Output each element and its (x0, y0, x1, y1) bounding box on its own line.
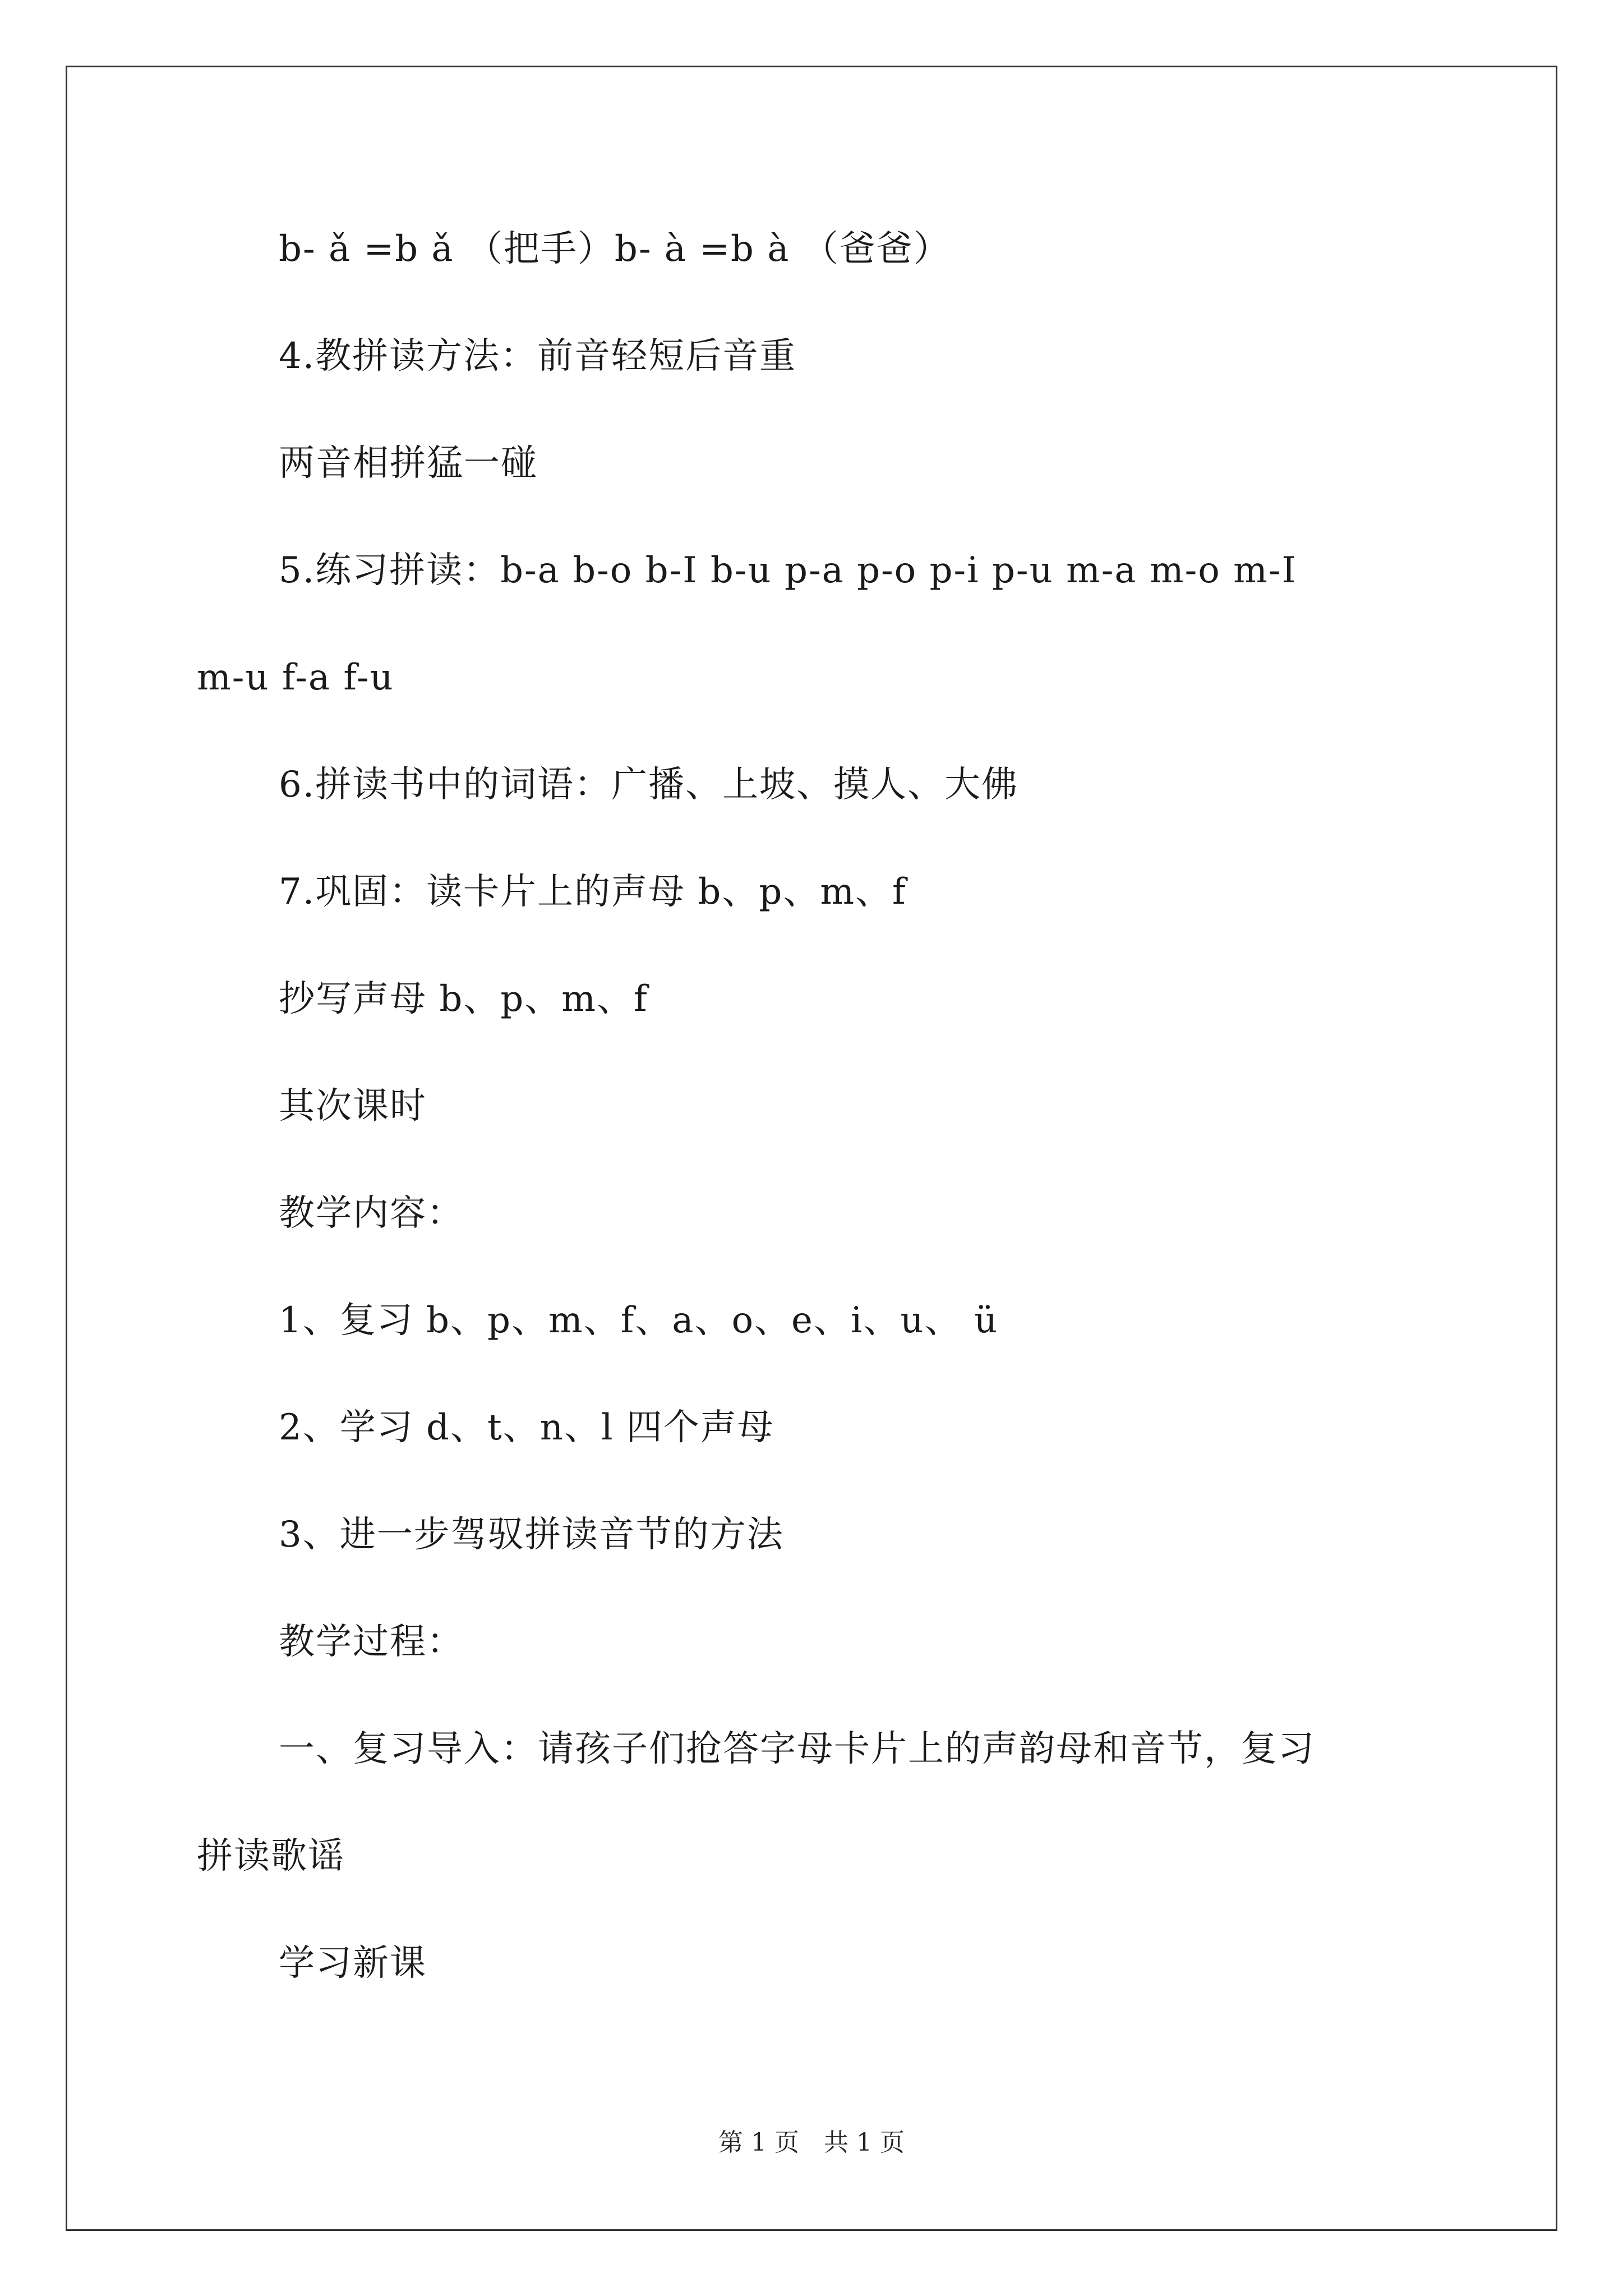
text-line-5: m-u f-a f-u (197, 657, 394, 698)
text-line-6: 6.拼读书中的词语：广播、上坡、摸人、大佛 (279, 764, 1019, 806)
text-line-11: 1、复习 b、p、m、f、a、o、e、i、u、 ü (279, 1300, 999, 1341)
text-line-8: 抄写声母 b、p、m、f (279, 978, 648, 1020)
text-line-3: 两音相拼猛一碰 (279, 443, 538, 484)
text-line-16: 拼读歌谣 (197, 1835, 345, 1877)
text-line-7: 7.巩固：读卡片上的声母 b、p、m、f (279, 871, 907, 913)
text-line-12: 2、学习 d、t、n、l 四个声母 (279, 1407, 774, 1448)
text-line-17: 学习新课 (279, 1943, 427, 1984)
text-line-15: 一、复习导入：请孩子们抢答字母卡片上的声韵母和音节，复习 (279, 1728, 1315, 1770)
text-line-2: 4.教拼读方法：前音轻短后音重 (279, 335, 797, 377)
text-line-4: 5.练习拼读：b-a b-o b-I b-u p-a p-o p-i p-u m-a m-o m-I (279, 550, 1297, 591)
text-line-9: 其次课时 (279, 1085, 427, 1127)
page-border (66, 66, 1557, 2231)
text-line-1: b- ǎ =b ǎ （把手）b- à =b à （爸爸） (279, 228, 951, 270)
page-footer: 第 1 页 共 1 页 (718, 2128, 905, 2157)
text-line-10: 教学内容： (279, 1193, 464, 1234)
text-line-13: 3、进一步驾驭拼读音节的方法 (279, 1514, 784, 1556)
text-line-14: 教学过程： (279, 1621, 464, 1663)
